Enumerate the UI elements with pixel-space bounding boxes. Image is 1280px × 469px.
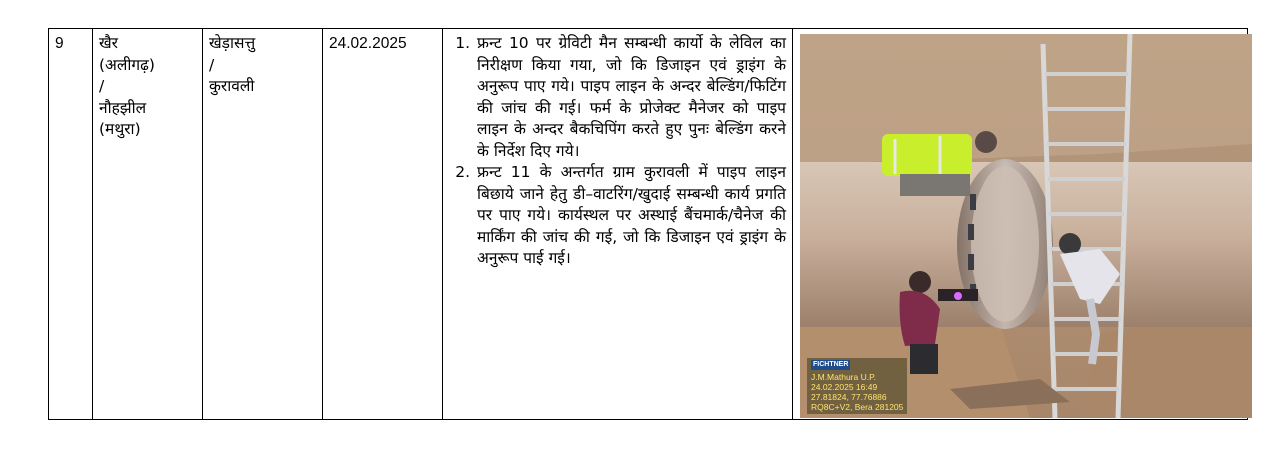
geotag-stamp	[807, 358, 907, 414]
district-cell	[93, 29, 203, 420]
stamp-line: J.M.Mathura U.P.	[811, 372, 877, 382]
table-row	[49, 29, 1248, 420]
inspection-date: 24.02.2025	[329, 35, 407, 52]
stamp-line: 27.81824, 77.76886	[811, 392, 887, 402]
observation-point-2: 2. फ्रन्ट 11 के अन्तर्गत ग्राम कुरावली में पाइप लाइन बिछाये जाने हेतु डी–वाटरिंग/खुदाई सम्बन्धी कार्य प्रगति पर पाए गये। कार्यस्थल पर अस्थाई बैंचमार्क/चैनेज की मार्किंग की जांच की गई, जो कि डिजाइन एवं ड्राइंग के अनुरूप पाई गई।	[475, 162, 786, 270]
description-cell	[443, 29, 793, 420]
inspection-table	[48, 28, 1248, 420]
location-line: /	[209, 55, 215, 74]
stamp-line: RQ8C+V2, Bera 281205	[811, 402, 904, 412]
photo-cell	[793, 29, 1248, 420]
serial-number-cell	[49, 29, 93, 420]
district-line: नौहझील	[99, 98, 147, 117]
stamp-line: 24.02.2025 16:49	[811, 382, 878, 392]
stamp-brand: FICHTNER	[813, 361, 849, 368]
location-line: कुरावली	[209, 77, 255, 95]
observation-point-1: 1. फ्रन्ट 10 पर ग्रेविटी मैन सम्बन्धी कार्यो के लेविल का निरीक्षण किया गया, जो कि डिजाइन एवं ड्राइंग के अनुरूप पाए गये। पाइप लाइन के अन्दर बेल्डिंग/फिटिंग की जांच की गई। फर्म के प्रोजेक्ट मैनेजर को पाइप लाइन के अन्दर बैकचिपिंग करते हुए पुनः बेल्डिंग करने के निर्देश दिए गये।	[475, 33, 786, 162]
location-line: खेड़ासत्तु	[209, 34, 256, 52]
site-photo	[800, 34, 1252, 418]
district-line: /	[99, 77, 105, 95]
observation-list	[449, 33, 786, 270]
district-line: (अलीगढ़)	[99, 55, 155, 74]
district-line: (मथुरा)	[99, 120, 141, 138]
location-cell	[203, 29, 323, 420]
district-line: खैर	[99, 34, 119, 52]
date-cell	[323, 29, 443, 420]
serial-number: 9	[55, 35, 64, 52]
